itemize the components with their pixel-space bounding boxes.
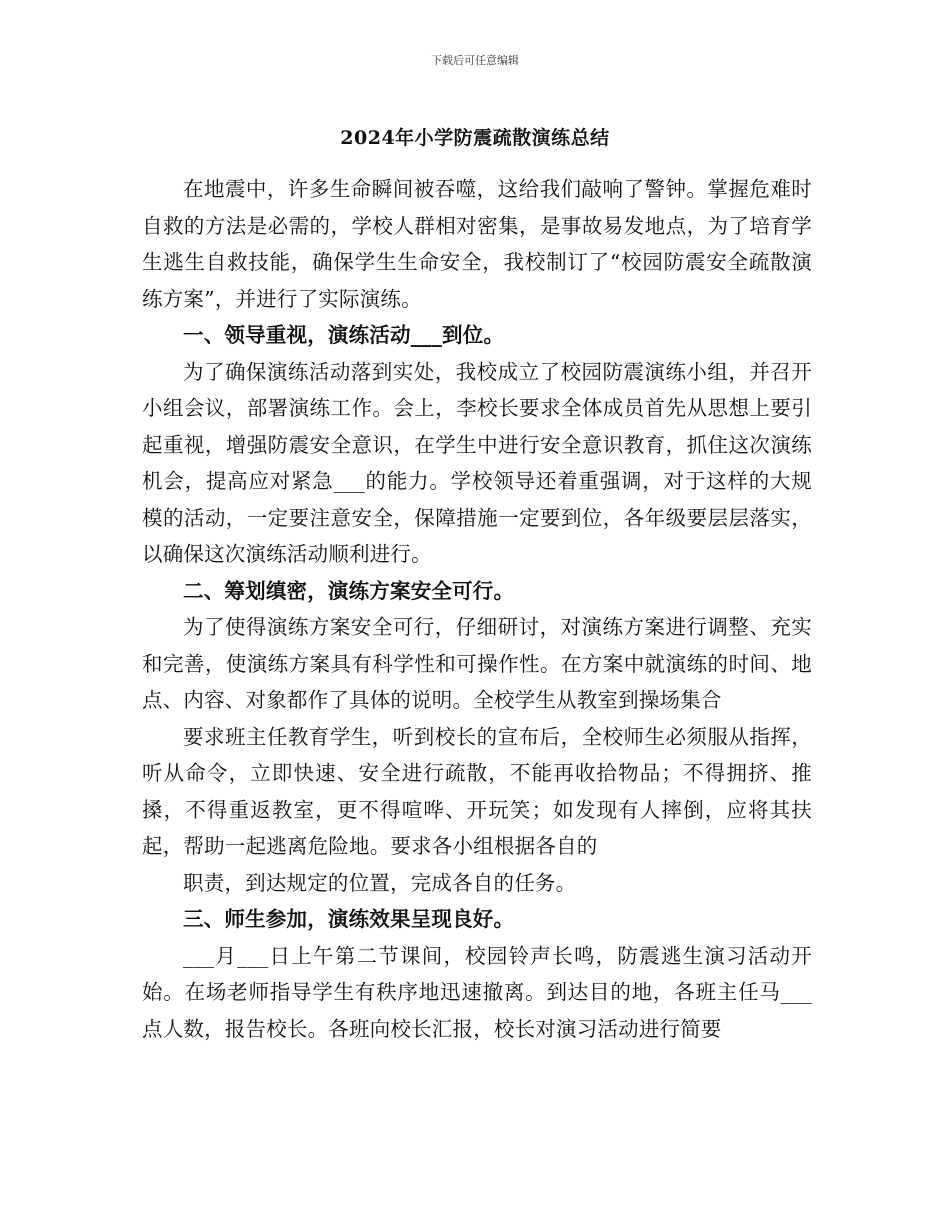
section-heading-2: 二、筹划缜密，演练方案安全可行。 xyxy=(183,578,515,603)
document-body xyxy=(142,171,812,1047)
page-header-note: 下载后可任意编辑 xyxy=(431,54,519,67)
paragraph-section-2b: 要求班主任教育学生，听到校长的宣布后，全校师生必须服从指挥，听从命令，立即快速、安全进行疏散，不能再收拾物品；不得拥挤、推搡，不得重返教室，更不得喧哗、开玩笑；如发现有人摔倒，应将其扶起，帮助一起逃离危险地。要求各小组根据各自的 xyxy=(142,724,812,858)
paragraph-section-1: 为了确保演练活动落到实处，我校成立了校园防震演练小组，并召开小组会议，部署演练工作。会上，李校长要求全体成员首先从思想上要引起重视，增强防震安全意识，在学生中进行安全意识教育，抓住这次演练机会，提高应对紧急___的能力。学校领导还着重强调，对于这样的大规模的活动，一定要注意安全，保障措施一定要到位，各年级要层层落实，以确保这次演练活动顺利进行。 xyxy=(142,359,812,566)
paragraph-section-2a: 为了使得演练方案安全可行，仔细研讨，对演练方案进行调整、充实和完善，使演练方案具有科学性和可操作性。在方案中就演练的时间、地点、内容、对象都作了具体的说明。全校学生从教室到操场集合 xyxy=(142,615,812,712)
document-title: 2024年小学防震疏散演练总结 xyxy=(340,127,610,149)
paragraph-section-2c: 职责，到达规定的位置，完成各自的任务。 xyxy=(183,870,577,895)
paragraph-section-3: ___月___日上午第二节课间，校园铃声长鸣，防震逃生演习活动开始。在场老师指导学生有秩序地迅速撤离。到达目的地，各班主任马___点人数，报告校长。各班向校长汇报，校长对演习活动进行简要 xyxy=(142,943,812,1041)
paragraph-intro: 在地震中，许多生命瞬间被吞噬，这给我们敲响了警钟。掌握危难时自救的方法是必需的，学校人群相对密集，是事故易发地点，为了培育学生逃生自救技能，确保学生生命安全，我校制订了“校园防震安全疏散演练方案”，并进行了实际演练。 xyxy=(142,177,812,311)
section-heading-3: 三、师生参加，演练效果呈现良好。 xyxy=(183,907,515,931)
section-heading-1: 一、领导重视，演练活动___到位。 xyxy=(183,323,505,347)
